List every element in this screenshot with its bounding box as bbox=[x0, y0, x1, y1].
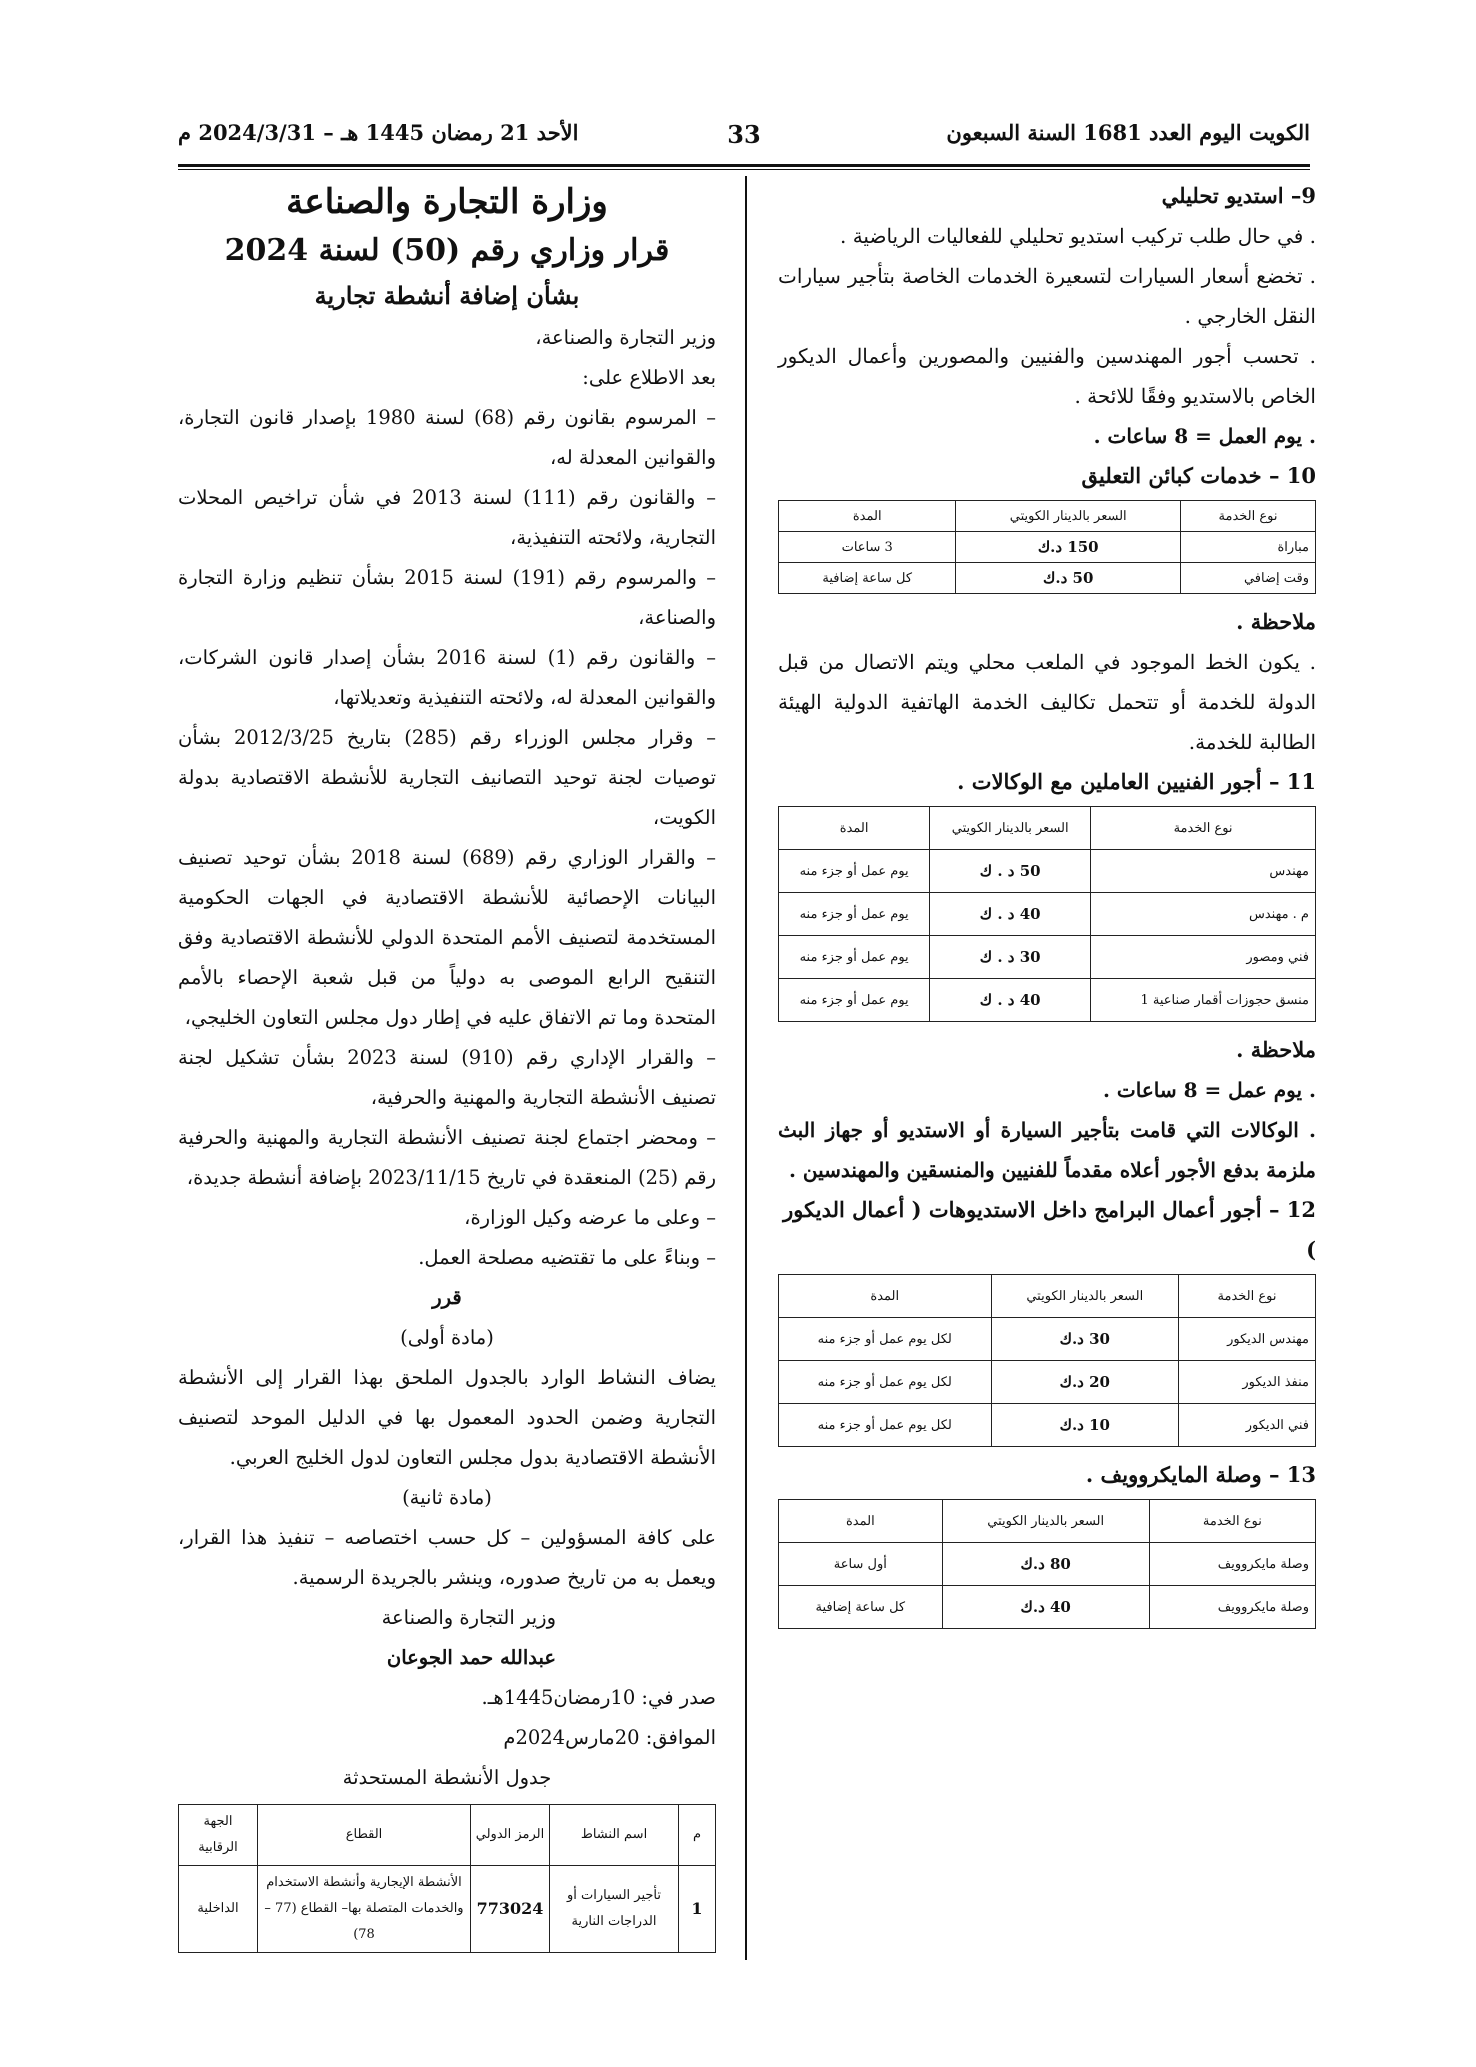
header-date: الأحد 21 رمضان 1445 هـ – 2024/3/31 م bbox=[178, 120, 579, 145]
table-row bbox=[779, 1543, 1316, 1586]
table-header: المدة bbox=[779, 807, 930, 850]
service-cell: وصلة مايكروويف bbox=[1149, 1543, 1315, 1586]
article-2-title: (مادة ثانية) bbox=[402, 1486, 492, 1509]
table-header: نوع الخدمة bbox=[1091, 807, 1316, 850]
service-cell: فني ومصور bbox=[1091, 936, 1316, 979]
ministry-title: وزارة التجارة والصناعة bbox=[286, 182, 608, 222]
table-row bbox=[779, 1318, 1316, 1361]
service-cell: منسق حجوزات أقمار صناعية 1 bbox=[1091, 979, 1316, 1022]
new-activities-table bbox=[178, 1804, 716, 1953]
preamble-line: بعد الاطلاع على: bbox=[582, 366, 716, 389]
section-9-p4: . يوم العمل = 8 ساعات . bbox=[1093, 424, 1316, 448]
page-number: 33 bbox=[727, 120, 761, 149]
section-11-p1: . يوم عمل = 8 ساعات . bbox=[1102, 1078, 1316, 1102]
preamble-line: – والقانون رقم (1) لسنة 2016 بشأن إصدار قانون الشركات، والقوانين المعدلة له، ولائحته التنفيذية وتعديلاتها، bbox=[178, 646, 716, 709]
duration-cell: لكل يوم عمل أو جزء منه bbox=[779, 1361, 992, 1404]
price-cell: 40 د.ك bbox=[942, 1586, 1149, 1629]
decor-works-table bbox=[778, 1274, 1316, 1447]
preamble-line: – والقرار الوزاري رقم (689) لسنة 2018 بشأن توحيد تصنيف البيانات الإحصائية للأنشطة الاقتصادية في الجهات الحكومية المستخدمة لتصنيف الأمم المتحدة الدولي للأنشطة الاقتصادية وفق التنقيح الرابع الموصى به دولياً من قبل شعبة الإحصاء بالأمم المتحدة وما تم الاتفاق عليه في إطار دول مجلس التعاون الخليجي، bbox=[178, 846, 716, 1029]
section-10-note: . يكون الخط الموجود في الملعب محلي ويتم الاتصال من قبل الدولة للخدمة أو تتحمل تكاليف الخدمة الهاتفية الدولية الهيئة الطالبة للخدمة. bbox=[778, 650, 1316, 754]
duration-cell: 3 ساعات bbox=[779, 532, 956, 563]
service-cell: وصلة مايكروويف bbox=[1149, 1586, 1315, 1629]
table-header: السعر بالدينار الكويتي bbox=[991, 1275, 1178, 1318]
right-column bbox=[778, 176, 1316, 1637]
activity-name: تأجير السيارات أو الدراجات النارية bbox=[550, 1866, 679, 1953]
supervisory-body: الداخلية bbox=[179, 1866, 258, 1953]
table-row bbox=[779, 1586, 1316, 1629]
table-header: اسم النشاط bbox=[550, 1805, 679, 1866]
table-header: القطاع bbox=[258, 1805, 471, 1866]
service-cell: وقت إضافي bbox=[1181, 563, 1316, 594]
section-10-title: 10 – خدمات كبائن التعليق bbox=[1081, 463, 1316, 488]
preamble-line: – وعلى ما عرضه وكيل الوزارة، bbox=[464, 1206, 716, 1229]
duration-cell: أول ساعة bbox=[779, 1543, 943, 1586]
corresponding-date: الموافق: 20مارس2024م bbox=[503, 1726, 716, 1749]
price-cell: 80 د.ك bbox=[942, 1543, 1149, 1586]
price-cell: 40 د . ك bbox=[930, 979, 1091, 1022]
issued-date: صدر في: 10رمضان1445هـ. bbox=[481, 1686, 716, 1709]
preamble-line: – وبناءً على ما تقتضيه مصلحة العمل. bbox=[418, 1246, 716, 1269]
duration-cell: يوم عمل أو جزء منه bbox=[779, 850, 930, 893]
sector: الأنشطة الإيجارية وأنشطة الاستخدام والخدمات المتصلة بها– القطاع (77 – 78) bbox=[258, 1866, 471, 1953]
preamble-line: – المرسوم بقانون رقم (68) لسنة 1980 بإصدار قانون التجارة، والقوانين المعدلة له، bbox=[178, 406, 716, 469]
table-header: السعر بالدينار الكويتي bbox=[930, 807, 1091, 850]
column-divider bbox=[745, 176, 747, 1960]
decision-subject: بشأن إضافة أنشطة تجارية bbox=[314, 281, 580, 310]
duration-cell: يوم عمل أو جزء منه bbox=[779, 936, 930, 979]
decided-heading: قرر bbox=[432, 1286, 462, 1309]
preamble-line: – وقرار مجلس الوزراء رقم (285) بتاريخ 2012/3/25 بشأن توصيات لجنة توحيد التصانيف التجارية للأنشطة الاقتصادية بدولة الكويت، bbox=[178, 726, 716, 829]
table-header: المدة bbox=[779, 1500, 943, 1543]
service-cell: مباراة bbox=[1181, 532, 1316, 563]
decision-title: قرار وزاري رقم (50) لسنة 2024 bbox=[224, 233, 670, 268]
duration-cell: يوم عمل أو جزء منه bbox=[779, 979, 930, 1022]
section-9-title: 9– استديو تحليلي bbox=[1161, 183, 1316, 208]
table-header: المدة bbox=[779, 1275, 992, 1318]
service-cell: مهندس bbox=[1091, 850, 1316, 893]
activities-table-title: جدول الأنشطة المستحدثة bbox=[342, 1766, 552, 1789]
section-11-title: 11 – أجور الفنيين العاملين مع الوكالات . bbox=[957, 769, 1316, 794]
service-cell: منفذ الديكور bbox=[1179, 1361, 1316, 1404]
preamble-line: – ومحضر اجتماع لجنة تصنيف الأنشطة التجارية والمهنية والحرفية رقم (25) المنعقدة في تاريخ 2023/11/15 بإضافة أنشطة جديدة، bbox=[178, 1126, 716, 1189]
price-cell: 150 د.ك bbox=[956, 532, 1181, 563]
table-row bbox=[779, 563, 1316, 594]
table-row bbox=[779, 1404, 1316, 1447]
table-row bbox=[179, 1866, 716, 1953]
microwave-link-table bbox=[778, 1499, 1316, 1629]
service-cell: مهندس الديكور bbox=[1179, 1318, 1316, 1361]
duration-cell: لكل يوم عمل أو جزء منه bbox=[779, 1404, 992, 1447]
preamble-line: – والقرار الإداري رقم (910) لسنة 2023 بشأن تشكيل لجنة تصنيف الأنشطة التجارية والمهنية والحرفية، bbox=[178, 1046, 716, 1109]
price-cell: 10 د.ك bbox=[991, 1404, 1178, 1447]
page-header bbox=[178, 120, 1310, 160]
preamble-line: – والقانون رقم (111) لسنة 2013 في شأن تراخيص المحلات التجارية، ولائحته التنفيذية، bbox=[178, 486, 716, 549]
table-header: م bbox=[679, 1805, 716, 1866]
table-row bbox=[779, 893, 1316, 936]
table-header: نوع الخدمة bbox=[1181, 501, 1316, 532]
table-header: الرمز الدولي bbox=[471, 1805, 550, 1866]
table-header: نوع الخدمة bbox=[1179, 1275, 1316, 1318]
section-10-note-title: ملاحظة . bbox=[1236, 609, 1316, 634]
price-cell: 50 د . ك bbox=[930, 850, 1091, 893]
header-rule-thin bbox=[178, 169, 1310, 170]
article-2-text: على كافة المسؤولين – كل حسب اختصاصه – تنفيذ هذا القرار، ويعمل به من تاريخ صدوره، وينشر بالجريدة الرسمية. bbox=[178, 1526, 716, 1589]
article-1-title: (مادة أولى) bbox=[400, 1326, 494, 1349]
signer-name: عبدالله حمد الجوعان bbox=[386, 1646, 556, 1669]
table-header: نوع الخدمة bbox=[1149, 1500, 1315, 1543]
duration-cell: كل ساعة إضافية bbox=[779, 1586, 943, 1629]
duration-cell: لكل يوم عمل أو جزء منه bbox=[779, 1318, 992, 1361]
table-header: المدة bbox=[779, 501, 956, 532]
price-cell: 50 د.ك bbox=[956, 563, 1181, 594]
service-cell: م . مهندس bbox=[1091, 893, 1316, 936]
signer-title: وزير التجارة والصناعة bbox=[381, 1606, 556, 1629]
international-code: 773024 bbox=[471, 1866, 550, 1953]
table-row bbox=[779, 850, 1316, 893]
table-row bbox=[779, 936, 1316, 979]
table-header: السعر بالدينار الكويتي bbox=[942, 1500, 1149, 1543]
preamble-line: وزير التجارة والصناعة، bbox=[535, 326, 716, 349]
duration-cell: يوم عمل أو جزء منه bbox=[779, 893, 930, 936]
table-row bbox=[779, 1361, 1316, 1404]
row-number: 1 bbox=[679, 1866, 716, 1953]
section-9-p1: . في حال طلب تركيب استديو تحليلي للفعاليات الرياضية . bbox=[839, 224, 1316, 248]
table-row bbox=[779, 532, 1316, 563]
service-cell: فني الديكور bbox=[1179, 1404, 1316, 1447]
table-row bbox=[779, 979, 1316, 1022]
commentary-booth-table bbox=[778, 500, 1316, 594]
section-11-note-title: ملاحظة . bbox=[1236, 1037, 1316, 1062]
price-cell: 30 د . ك bbox=[930, 936, 1091, 979]
article-1-text: يضاف النشاط الوارد بالجدول الملحق بهذا القرار إلى الأنشطة التجارية وضمن الحدود المعمول بها في الدليل الموحد لتصنيف الأنشطة الاقتصادية بدول مجلس التعاون لدول الخليج العربي. bbox=[178, 1366, 716, 1469]
header-issue: الكويت اليوم العدد 1681 السنة السبعون bbox=[946, 120, 1310, 145]
table-header: الجهة الرقابية bbox=[179, 1805, 258, 1866]
price-cell: 20 د.ك bbox=[991, 1361, 1178, 1404]
agency-technicians-table bbox=[778, 806, 1316, 1022]
section-13-title: 13 – وصلة المايكروويف . bbox=[1085, 1462, 1316, 1487]
price-cell: 30 د.ك bbox=[991, 1318, 1178, 1361]
section-12-title: 12 – أجور أعمال البرامج داخل الاستديوهات ( أعمال الديكور ) bbox=[783, 1197, 1316, 1262]
section-9-p3: . تحسب أجور المهندسين والفنيين والمصورين وأعمال الديكور الخاص بالاستديو وفقًا للائحة . bbox=[778, 344, 1316, 408]
duration-cell: كل ساعة إضافية bbox=[779, 563, 956, 594]
header-rule bbox=[178, 164, 1310, 167]
price-cell: 40 د . ك bbox=[930, 893, 1091, 936]
preamble-line: – والمرسوم رقم (191) لسنة 2015 بشأن تنظيم وزارة التجارة والصناعة، bbox=[178, 566, 717, 629]
left-column bbox=[178, 176, 716, 1953]
section-9-p2: . تخضع أسعار السيارات لتسعيرة الخدمات الخاصة بتأجير سيارات النقل الخارجي . bbox=[778, 264, 1316, 328]
section-11-p2: . الوكالات التي قامت بتأجير السيارة أو الاستديو أو جهاز البث ملزمة بدفع الأجور أعلاه مقدماً للفنيين والمنسقين والمهندسين . bbox=[778, 1118, 1316, 1182]
table-header: السعر بالدينار الكويتي bbox=[956, 501, 1181, 532]
